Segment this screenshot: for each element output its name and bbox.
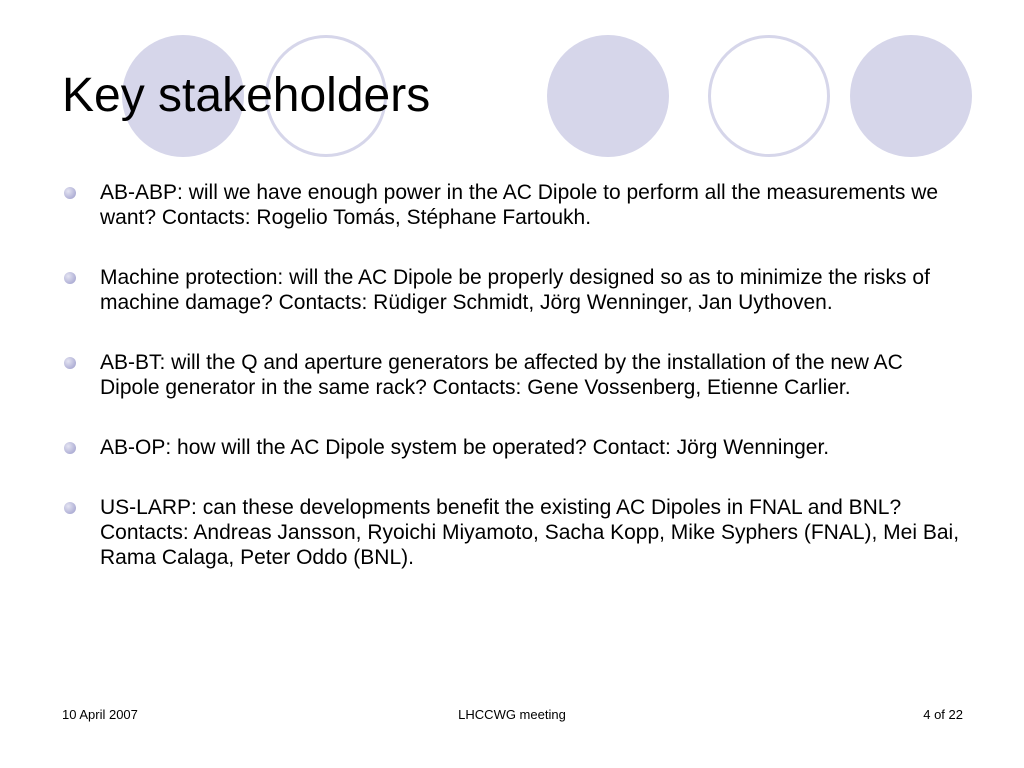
bullet-text: AB-BT: will the Q and aperture generators be affected by the installation of the new AC Dipole generator in the same rack? Contacts: Gene Vossenberg, Etienne Carlier. [100, 351, 903, 399]
decorative-circle-5 [850, 35, 972, 157]
bullet-icon [64, 357, 76, 369]
bullet-item-ab-abp [64, 180, 964, 230]
decorative-circle-3 [547, 35, 669, 157]
footer-page-number: 4 of 22 [923, 707, 963, 722]
bullet-icon [64, 442, 76, 454]
bullet-icon [64, 502, 76, 514]
bullet-item-machine-protection [64, 265, 964, 315]
bullet-list [64, 180, 964, 605]
bullet-text: Machine protection: will the AC Dipole be properly designed so as to minimize the risks of machine damage? Contacts: Rüdiger Schmidt, Jörg Wenninger, Jan Uythoven. [100, 266, 930, 314]
footer-event: LHCCWG meeting [458, 707, 566, 722]
bullet-item-us-larp [64, 495, 964, 570]
bullet-icon [64, 272, 76, 284]
slide-title: Key stakeholders [62, 69, 431, 122]
footer-date: 10 April 2007 [62, 707, 138, 722]
bullet-item-ab-bt [64, 350, 964, 400]
bullet-text: US-LARP: can these developments benefit the existing AC Dipoles in FNAL and BNL? Contacts: Andreas Jansson, Ryoichi Miyamoto, Sacha Kopp, Mike Syphers (FNAL), Mei Bai, Rama Calaga, Peter Oddo (BNL). [100, 496, 960, 569]
bullet-icon [64, 187, 76, 199]
bullet-text: AB-OP: how will the AC Dipole system be operated? Contact: Jörg Wenninger. [100, 436, 830, 459]
decorative-circle-4 [708, 35, 830, 157]
bullet-item-ab-op [64, 435, 964, 460]
bullet-text: AB-ABP: will we have enough power in the AC Dipole to perform all the measurements we want? Contacts: Rogelio Tomás, Stéphane Fartoukh. [100, 181, 939, 229]
